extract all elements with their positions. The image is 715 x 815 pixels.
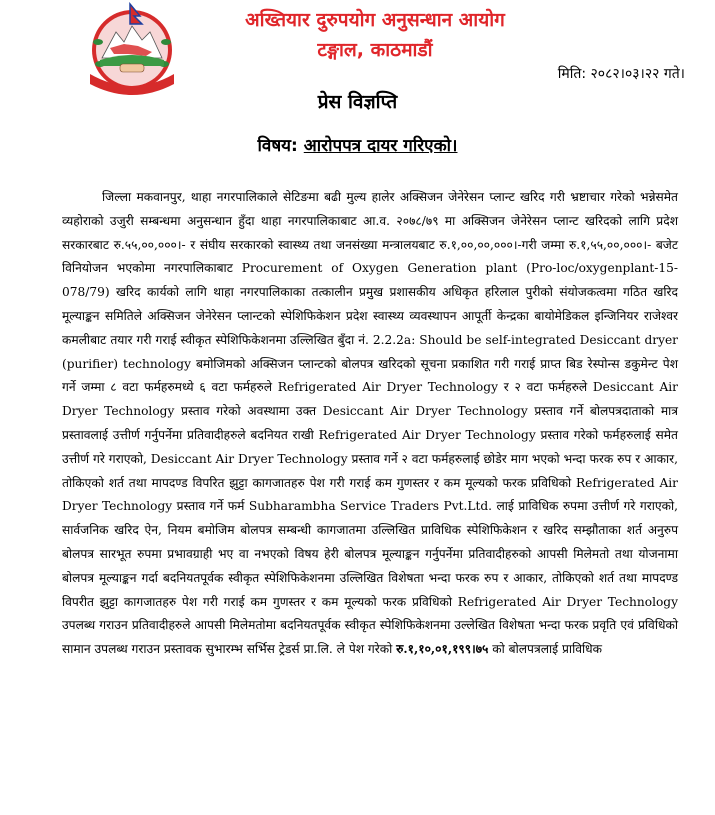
subject-text: आरोपपत्र दायर गरिएको। [303, 136, 458, 156]
subject-line [0, 133, 715, 156]
bid-amount: रु.१,१०,०१,१९९।७५ [396, 642, 489, 657]
organization-location: टङ्गाल, काठमाडौं [317, 39, 433, 61]
nepal-emblem-icon [80, 2, 184, 102]
organization-name: अख्तियार दुरुपयोग अनुसन्धान आयोग [245, 9, 505, 31]
press-release-title: प्रेस विज्ञप्ति [317, 91, 398, 113]
body-text-part2: को बोलपत्रलाई प्राविधिक [492, 642, 603, 657]
issue-date: मिति: २०८२।०३।२२ गते। [557, 66, 685, 82]
body-text-part1: जिल्ला मकवानपुर, थाहा नगरपालिकाले सेटिङमा बढी मुल्य हालेर अक्सिजन जेनेरेसन प्लान्ट खरिद गरी भ्रष्टाचार गरेको भन्नेसमेत व्यहोराको उजुरी सम्बन्धमा अनुसन्धान हुँदा थाहा नगरपालिकाबाट आ.व. २०७८/७९ मा अक्सिजन जेनेरेसन प्लान्ट खरिदको लागि प्रदेश सरकारबाट रु.५५,००,०००।- र संघीय सरकारको स्वास्थ्य तथा जनसंख्या मन्त्रालयबाट रु.१,००,००,०००।-गरी जम्मा रु.१,५५,००,०००।- बजेट विनियोजन भएकोमा नगरपालिकाबाट Procurement of Oxygen Generation plant (Pro-loc/oxygenplant-15-078/79) खरिद कार्यको लागि थाहा नगरपालिकाका तत्कालीन प्रमुख प्रशासकीय अधिकृत हरिलाल पुरीको संयोजकत्वमा गठित खरिद मूल्याङ्कन समितिले अक्सिजन जेनेरेसन प्लान्टको स्पेशिफिकेशन प्रदेश स्वास्थ्य व्यवस्थापन आपूर्ती केन्द्रका बायोमेडिकल इन्जिनियर राजेश्वर कमलीबाट तयार गरी गराई स्वीकृत स्पेशिफिकेशनमा उल्लिखित बुँदा नं. 2.2.2a: Should be self-integrated Desiccant dryer (purifier) technology बमोजिमको अक्सिजन प्लान्टको बोलपत्र खरिदको सूचना प्रकाशित गरी गराई प्राप्त बिड रेस्पोन्स डकुमेन्ट पेश गर्ने जम्मा ८ वटा फर्महरुमध्ये ६ वटा फर्महरुले Refrigerated Air Dryer Technology र २ वटा फर्महरुले Desiccant Air Dryer Technology प्रस्ताव गरेको अवस्थामा उक्त Desiccant Air Dryer Technology प्रस्ताव गर्ने बोलपत्रदाताको मात्र प्रस्तावलाई उत्तीर्ण गर्नुपर्नेमा प्रतिवादीहरुले बदनियत राखी Refrigerated Air Dryer Technology प्रस्ताव गरेको फर्महरुलाई समेत उत्तीर्ण गरे गराएको, Desiccant Air Dryer Technology प्रस्ताव गर्ने २ वटा फर्महरुलाई छोडेर माग भएको भन्दा फरक रुप र आकार, तोकिएको शर्त तथा मापदण्ड विपरित झुट्टा कागजातहरु पेश गरी गराई कम गुणस्तर र कम मूल्यको फरक प्रविधिको Refrigerated Air Dryer Technology प्रस्ताव गर्ने फर्म Subharambha Service Traders Pvt.Ltd. लाई प्राविधिक रुपमा उत्तीर्ण गरे गराएको, सार्वजनिक खरिद ऐन, नियम बमोजिम बोलपत्र सम्बन्धी कागजातमा उल्लिखित प्राविधिक स्पेशिफिकेशन र खरिद सम्झौताका शर्त अनुरुप बोलपत्र सारभूत रुपमा प्रभावग्राही भए वा नभएको विषय हेरी बोलपत्र मूल्याङ्कन गर्नुपर्नेमा प्रतिवादीहरुको आपसी मिलेमतो तथा योजनामा बोलपत्र मूल्याङ्कन गर्दा बदनियतपूर्वक स्वीकृत स्पेशिफिकेशनमा उल्लिखित विशेषता भन्दा फरक रुप र आकार, तोकिएको शर्त तथा मापदण्ड विपरीत झुट्टा कागजातहरु पेश गरी गराई कम गुणस्तर र कम मूल्यको फरक प्रविधिको Refrigerated Air Dryer Technology उपलब्ध गराउन प्रतिवादीहरुले आपसी मिलेमतोमा बदनियतपूर्वक स्वीकृत स्पेशिफिकेशनमा उल्लेखित विशेषता भन्दा फरक प्रवृति एवं प्रविधिको सामान उपलब्ध गराउन प्रस्तावक सुभारम्भ सर्भिस ट्रेडर्स प्रा.लि. ले पेश गरेको [62, 190, 678, 657]
body-paragraph [62, 186, 678, 662]
subject-label: विषय: [257, 136, 298, 156]
